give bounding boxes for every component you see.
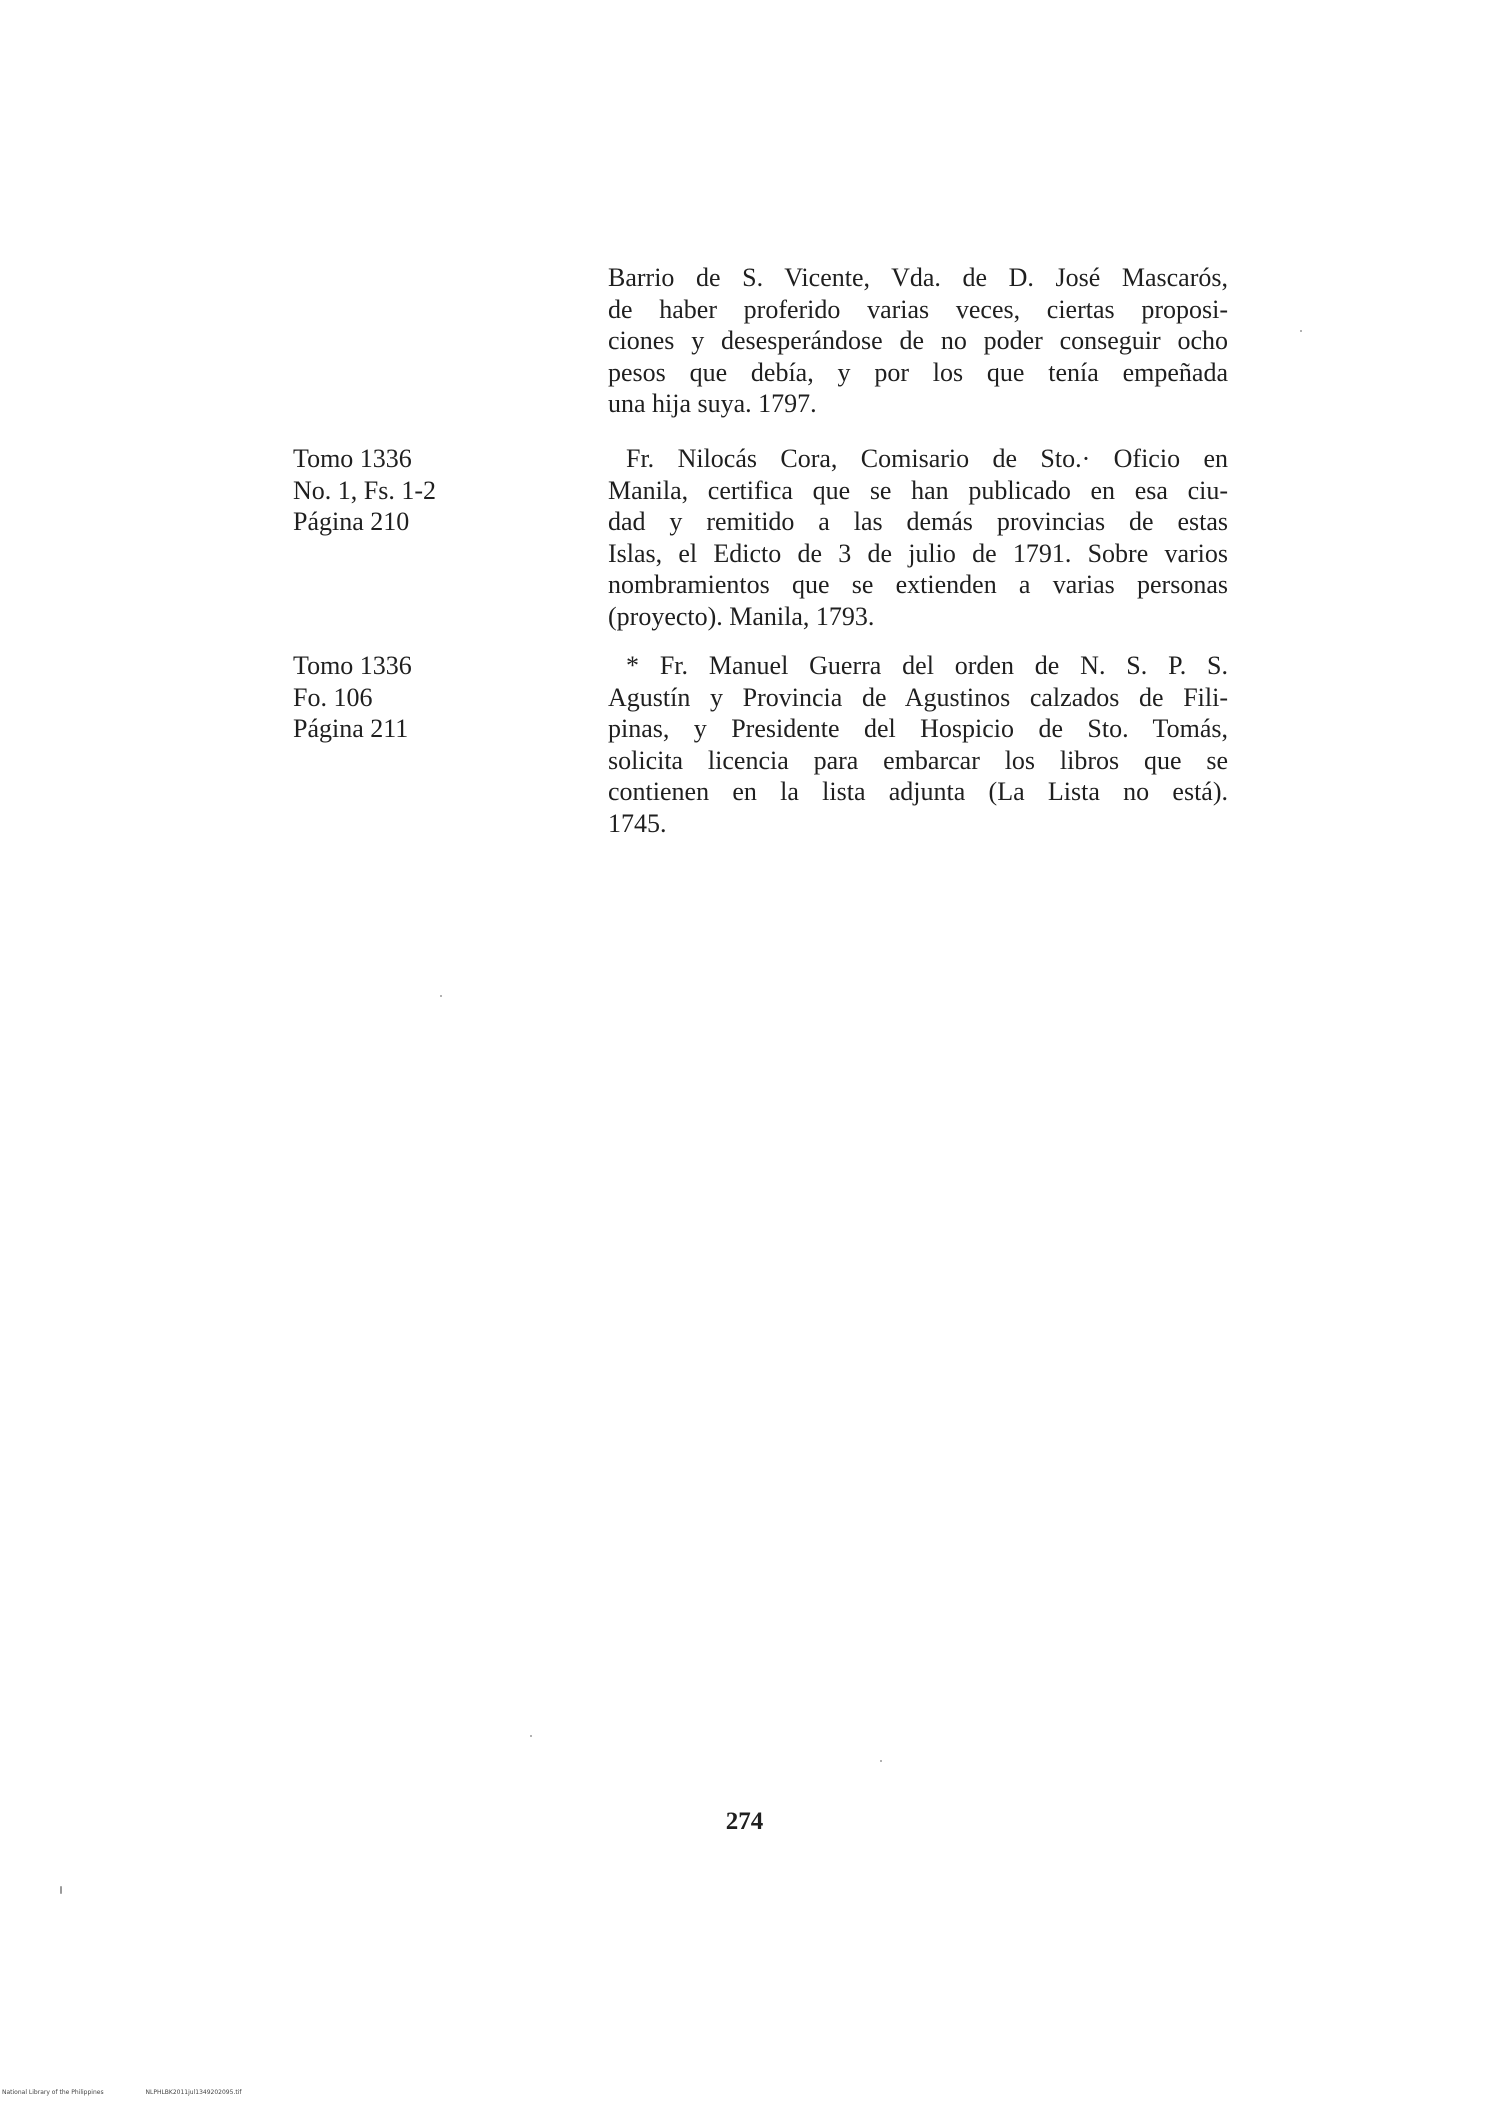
footer-library: National Library of the Philippines xyxy=(2,2089,104,2096)
entry-3-line-4: solicita licencia para embarcar los libros que se xyxy=(608,745,1228,775)
entry-1-line-5: una hija suya. 1797. xyxy=(608,389,817,418)
footer-file: NLPHLBK2011jul1349202095.tif xyxy=(145,2089,242,2096)
scan-footer xyxy=(2,2089,281,2096)
entry-2-line-5: nombramientos que se extienden a varias personas xyxy=(608,570,1228,599)
entry-1-line-4: pesos que debía, y por los que tenía empeñada xyxy=(608,357,1228,387)
entry-2-reference xyxy=(293,443,436,538)
entry-3-line-5: contienen en la lista adjunta (La Lista no está). xyxy=(608,777,1228,806)
entry-3-text xyxy=(608,650,1228,839)
scan-speck xyxy=(1300,330,1302,332)
entry-1-text xyxy=(608,262,1228,420)
entry-3-line-6: 1745. xyxy=(608,808,667,838)
page-number: 274 xyxy=(725,1808,764,1835)
scan-speck xyxy=(440,995,442,997)
entry-3-ref-page: Página 211 xyxy=(293,714,409,743)
entry-2-ref-volume: Tomo 1336 xyxy=(293,444,412,473)
scan-speck xyxy=(60,1886,62,1894)
entry-3-reference xyxy=(293,650,412,745)
entry-2-ref-folio: No. 1, Fs. 1-2 xyxy=(293,475,437,505)
entry-2-line-2: Manila, certifica que se han publicado en esa ciu- xyxy=(608,475,1228,505)
scan-speck xyxy=(530,1735,532,1737)
entry-2-ref-page: Página 210 xyxy=(293,507,410,536)
entry-2-line-1: Fr. Nilocás Cora, Comisario de Sto.· Oficio en xyxy=(626,444,1228,473)
scan-speck xyxy=(880,1760,882,1762)
entry-2-text xyxy=(608,443,1228,632)
entry-1-line-3: ciones y desesperándose de no poder conseguir ocho xyxy=(608,326,1228,355)
entry-3-line-3: pinas, y Presidente del Hospicio de Sto. Tomás, xyxy=(608,714,1228,743)
entry-1-line-2: de haber proferido varias veces, ciertas proposi- xyxy=(608,294,1228,324)
entry-3-line-1: * Fr. Manuel Guerra del orden de N. S. P. S. xyxy=(626,651,1228,680)
entry-2-line-4: Islas, el Edicto de 3 de julio de 1791. Sobre varios xyxy=(608,538,1228,568)
entry-2-line-6: (proyecto). Manila, 1793. xyxy=(608,601,875,631)
entry-1-line-1: Barrio de S. Vicente, Vda. de D. José Mascarós, xyxy=(608,263,1228,292)
entry-3-ref-folio: Fo. 106 xyxy=(293,682,373,712)
entry-2-line-3: dad y remitido a las demás provincias de estas xyxy=(608,507,1228,536)
entry-3-line-2: Agustín y Provincia de Agustinos calzados de Fili- xyxy=(608,682,1228,712)
entry-3-ref-volume: Tomo 1336 xyxy=(293,651,412,680)
